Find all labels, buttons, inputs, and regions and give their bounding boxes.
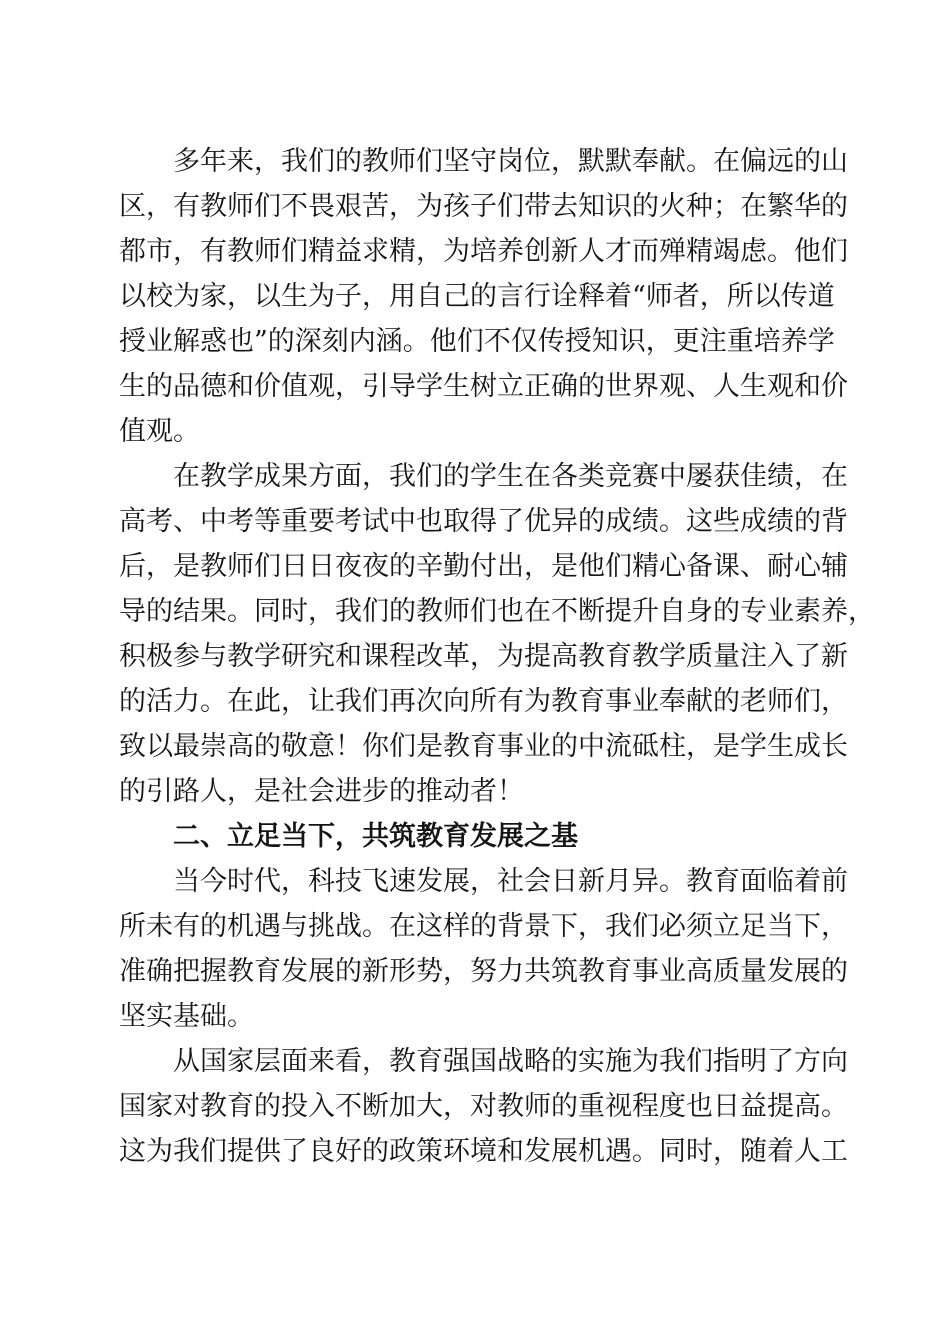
paragraph-2-line-6: 的活力。在此，让我们再次向所有为教育事业奉献的老师们， xyxy=(119,686,848,717)
paragraph-3-line-4: 坚实基础。 xyxy=(119,1001,254,1032)
paragraph-2-line-2: 高考、中考等重要考试中也取得了优异的成绩。这些成绩的背 xyxy=(119,506,848,537)
paragraph-1-line-4: 以校为家，以生为子，用自己的言行诠释着“师者，所以传道 xyxy=(119,281,835,312)
paragraph-3-line-2: 所未有的机遇与挑战。在这样的背景下，我们必须立足当下， xyxy=(119,911,848,942)
paragraph-3-line-3: 准确把握教育发展的新形势，努力共筑教育事业高质量发展的 xyxy=(119,956,848,987)
paragraph-1-line-7: 值观。 xyxy=(119,416,200,447)
paragraph-1-line-6: 生的品德和价值观，引导学生树立正确的世界观、人生观和价 xyxy=(119,371,848,402)
paragraph-4-line-2: 国家对教育的投入不断加大，对教师的重视程度也日益提高。 xyxy=(119,1091,848,1122)
section-heading: 二、立足当下，共筑教育发展之基 xyxy=(173,821,578,852)
paragraph-2-line-7: 致以最崇高的敬意！你们是教育事业的中流砥柱，是学生成长 xyxy=(119,731,848,762)
paragraph-4-line-1: 从国家层面来看，教育强国战略的实施为我们指明了方向 xyxy=(173,1046,848,1077)
paragraph-1-line-2: 区，有教师们不畏艰苦，为孩子们带去知识的火种；在繁华的 xyxy=(119,191,848,222)
paragraph-2-line-4: 导的结果。同时，我们的教师们也在不断提升自身的专业素养， xyxy=(119,596,875,627)
paragraph-2-line-5: 积极参与教学研究和课程改革，为提高教育教学质量注入了新 xyxy=(119,641,848,672)
paragraph-2-line-1: 在教学成果方面，我们的学生在各类竞赛中屡获佳绩，在 xyxy=(173,461,848,492)
paragraph-3-line-1: 当今时代，科技飞速发展，社会日新月异。教育面临着前 xyxy=(173,866,848,897)
paragraph-1-line-3: 都市，有教师们精益求精，为培养创新人才而殚精竭虑。他们 xyxy=(119,236,848,267)
paragraph-2-line-3: 后，是教师们日日夜夜的辛勤付出，是他们精心备课、耐心辅 xyxy=(119,551,848,582)
paragraph-1-line-1: 多年来，我们的教师们坚守岗位，默默奉献。在偏远的山 xyxy=(173,146,848,177)
paragraph-1-line-5: 授业解惑也”的深刻内涵。他们不仅传授知识，更注重培养学 xyxy=(119,326,835,357)
paragraph-4-line-3: 这为我们提供了良好的政策环境和发展机遇。同时，随着人工 xyxy=(119,1136,848,1167)
paragraph-2-line-8: 的引路人，是社会进步的推动者！ xyxy=(119,776,524,807)
